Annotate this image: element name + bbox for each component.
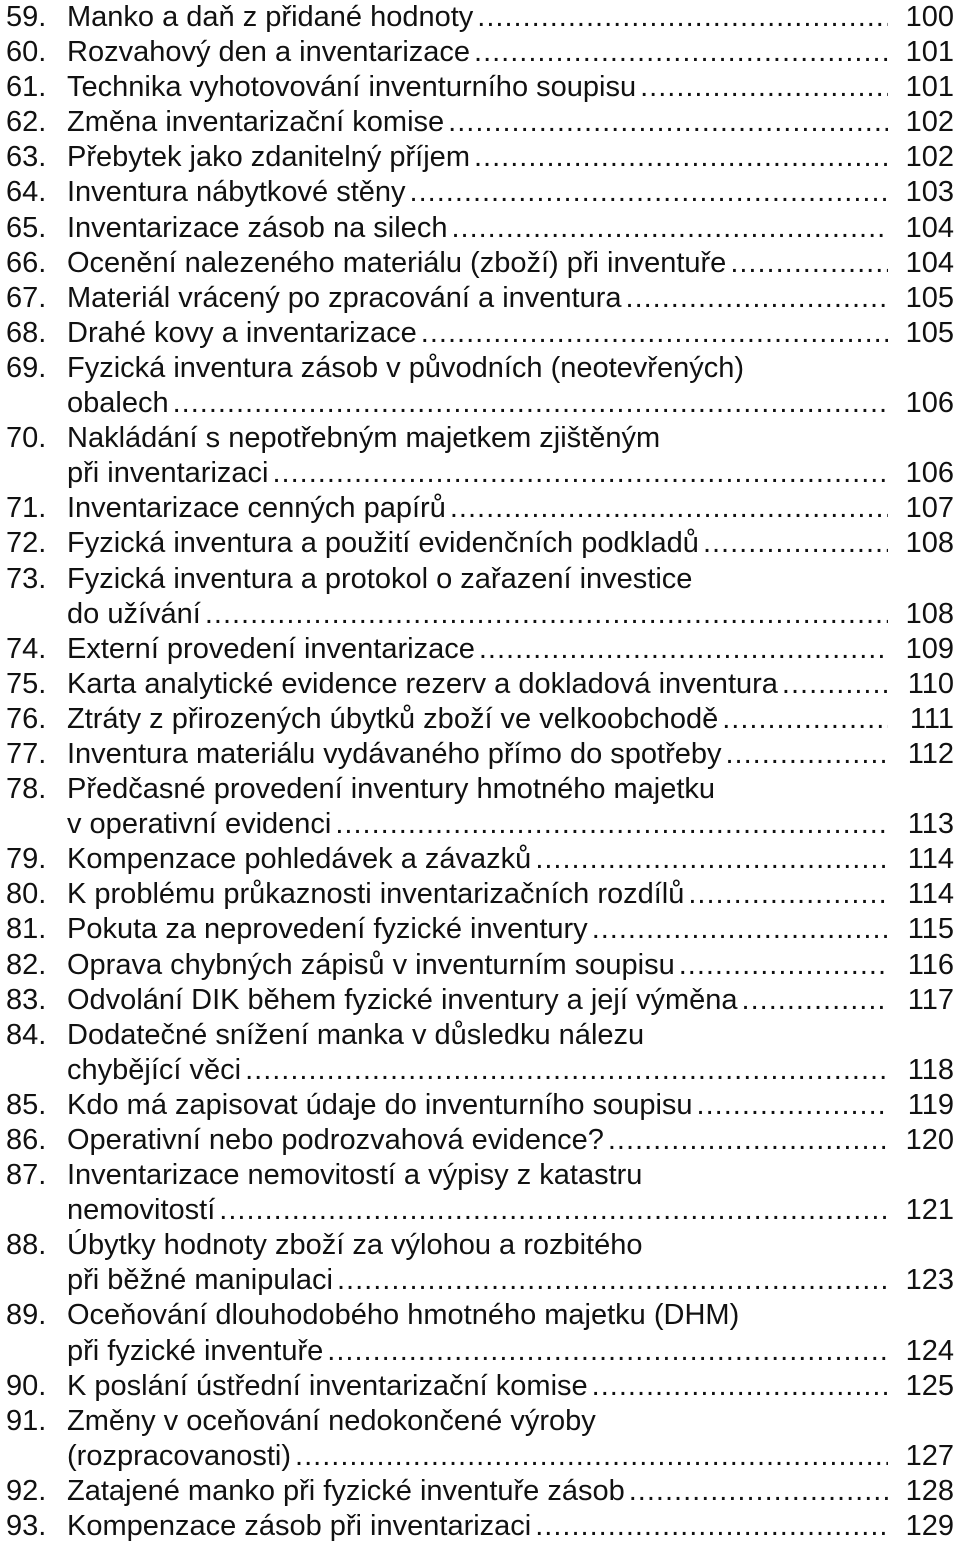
dot-leader bbox=[782, 667, 888, 702]
toc-entry[interactable] bbox=[0, 667, 960, 702]
toc-entry-line bbox=[0, 1018, 960, 1053]
toc-entry-title: Předčasné provedení inventury hmotného majetku bbox=[67, 773, 716, 806]
dot-leader bbox=[626, 281, 888, 316]
toc-entry-number: 60. bbox=[6, 36, 47, 69]
toc-entry[interactable] bbox=[0, 1088, 960, 1123]
toc-entry[interactable] bbox=[0, 526, 960, 561]
toc-entry-title: Pokuta za neprovedení fyzické inventury bbox=[67, 913, 588, 946]
toc-entry-page-number: 108 bbox=[905, 527, 954, 560]
toc-entry-page-number: 100 bbox=[905, 1, 954, 33]
toc-entry-page-number: 129 bbox=[905, 1510, 954, 1543]
toc-entry-title: Technika vyhotovování inventurního soupisu bbox=[67, 71, 637, 104]
toc-entry-page-number: 105 bbox=[905, 316, 954, 349]
toc-entry-leader-row bbox=[67, 1193, 960, 1228]
toc-entry-page-number: 106 bbox=[905, 387, 954, 420]
toc-entry-leader-row bbox=[67, 105, 960, 140]
toc-entry-leader-row bbox=[67, 702, 960, 737]
toc-entry-page-number: 106 bbox=[905, 457, 954, 490]
toc-entry-line bbox=[0, 948, 960, 983]
dot-leader bbox=[722, 702, 888, 737]
toc-entry-number: 77. bbox=[6, 737, 47, 770]
toc-entry-line bbox=[0, 1474, 960, 1509]
toc-entry-number: 90. bbox=[6, 1369, 47, 1402]
toc-entry-number: 92. bbox=[6, 1474, 47, 1507]
toc-entry-page-number: 112 bbox=[907, 737, 954, 770]
dot-leader bbox=[295, 1439, 888, 1474]
toc-entry[interactable] bbox=[0, 1298, 960, 1368]
toc-entry-line bbox=[0, 140, 960, 175]
dot-leader bbox=[245, 1053, 888, 1088]
toc-entry-title: Dodatečné snížení manka v důsledku nálezu bbox=[67, 1018, 645, 1051]
toc-entry-title: Ocenění nalezeného materiálu (zboží) při inventuře bbox=[67, 246, 727, 279]
toc-entry-page-number: 121 bbox=[905, 1194, 954, 1227]
toc-entry-line bbox=[0, 211, 960, 246]
toc-entry-leader-row bbox=[67, 842, 960, 877]
toc-entry-line bbox=[0, 1298, 960, 1333]
toc-entry-number: 79. bbox=[6, 843, 47, 876]
toc-entry-page-number: 104 bbox=[905, 211, 954, 244]
toc-entry-leader-row bbox=[67, 1369, 960, 1404]
toc-entry[interactable] bbox=[0, 562, 960, 632]
toc-entry-leader-row bbox=[67, 1088, 960, 1123]
toc-entry-title: při fyzické inventuře bbox=[67, 1334, 324, 1367]
toc-entry[interactable] bbox=[0, 702, 960, 737]
toc-entry-line bbox=[0, 421, 960, 456]
toc-entry[interactable] bbox=[0, 912, 960, 947]
toc-entry-number: 91. bbox=[6, 1404, 47, 1437]
toc-entry-title: Fyzická inventura a použití evidenčních podkladů bbox=[67, 527, 699, 560]
toc-entry[interactable] bbox=[0, 983, 960, 1018]
toc-entry[interactable] bbox=[0, 1018, 960, 1088]
toc-entry[interactable] bbox=[0, 1158, 960, 1228]
toc-entry-line bbox=[0, 597, 960, 632]
toc-entry-title: Kdo má zapisovat údaje do inventurního soupisu bbox=[67, 1088, 693, 1121]
toc-entry-line bbox=[0, 842, 960, 877]
dot-leader bbox=[451, 211, 888, 246]
toc-entry-title: Inventarizace cenných papírů bbox=[67, 492, 446, 525]
toc-entry[interactable] bbox=[0, 351, 960, 421]
toc-entry[interactable] bbox=[0, 0, 960, 35]
toc-entry-page-number: 123 bbox=[905, 1264, 954, 1297]
toc-entry-line bbox=[0, 632, 960, 667]
toc-entry-line bbox=[0, 526, 960, 561]
toc-entry-page-number: 110 bbox=[907, 667, 954, 700]
toc-entry-leader-row bbox=[67, 211, 960, 246]
dot-leader bbox=[219, 1193, 888, 1228]
toc-entry-title: Materiál vrácený po zpracování a inventura bbox=[67, 281, 622, 314]
toc-entry-line bbox=[0, 386, 960, 421]
toc-entry-leader-row bbox=[67, 983, 960, 1018]
toc-entry-title: Oprava chybných zápisů v inventurním soupisu bbox=[67, 948, 675, 981]
toc-entry-line bbox=[0, 1158, 960, 1193]
toc-entry-title: Odvolání DIK během fyzické inventury a její výměna bbox=[67, 983, 738, 1016]
toc-entry-line bbox=[0, 1263, 960, 1298]
toc-entry-title: Rozvahový den a inventarizace bbox=[67, 36, 471, 69]
toc-entry-line bbox=[0, 702, 960, 737]
toc-entry-page-number: 114 bbox=[907, 843, 954, 876]
toc-entry-number: 71. bbox=[6, 492, 47, 525]
toc-entry-leader-row bbox=[67, 912, 960, 947]
toc-entry[interactable] bbox=[0, 105, 960, 140]
toc-entry-title: Inventura nábytkové stěny bbox=[67, 176, 406, 209]
toc-entry-title: Inventura materiálu vydávaného přímo do spotřeby bbox=[67, 737, 722, 770]
toc-entry-page-number: 105 bbox=[905, 281, 954, 314]
dot-leader bbox=[335, 807, 888, 842]
toc-entry-line bbox=[0, 1228, 960, 1263]
dot-leader bbox=[703, 526, 888, 561]
toc-entry-title: Zatajené manko při fyzické inventuře zásob bbox=[67, 1474, 625, 1507]
toc-entry-title: Karta analytické evidence rezerv a dokladová inventura bbox=[67, 667, 778, 700]
toc-entry-title: Změny v oceňování nedokončené výroby bbox=[67, 1404, 596, 1437]
toc-entry-page-number: 119 bbox=[907, 1088, 954, 1121]
dot-leader bbox=[173, 386, 888, 421]
toc-entry-number: 59. bbox=[6, 1, 47, 33]
toc-entry-page-number: 113 bbox=[907, 808, 954, 841]
toc-entry-number: 69. bbox=[6, 351, 47, 384]
toc-entry-title: K poslání ústřední inventarizační komise bbox=[67, 1369, 588, 1402]
toc-entry-line bbox=[0, 1369, 960, 1404]
toc-entry[interactable] bbox=[0, 1509, 960, 1544]
dot-leader bbox=[448, 105, 888, 140]
toc-entry-leader-row bbox=[67, 1474, 960, 1509]
toc-entry-leader-row bbox=[67, 1439, 960, 1474]
dot-leader bbox=[730, 246, 888, 281]
toc-entry-title: (rozpracovanosti) bbox=[67, 1439, 292, 1472]
toc-entry-title: Operativní nebo podrozvahová evidence? bbox=[67, 1124, 604, 1156]
toc-entry-line bbox=[0, 1088, 960, 1123]
toc-entry-title: chybějící věci bbox=[67, 1053, 242, 1086]
toc-entry-page-number: 102 bbox=[905, 141, 954, 174]
toc-entry-leader-row bbox=[67, 807, 960, 842]
toc-entry-line bbox=[0, 1439, 960, 1474]
toc-entry-leader-row bbox=[67, 667, 960, 702]
toc-entry-title: Přebytek jako zdanitelný příjem bbox=[67, 141, 470, 174]
dot-leader bbox=[688, 877, 888, 912]
dot-leader bbox=[410, 175, 888, 210]
toc-entry-number: 70. bbox=[6, 422, 47, 455]
toc-entry-title: Úbytky hodnoty zboží za výlohou a rozbitého bbox=[67, 1229, 643, 1262]
toc-entry-number: 80. bbox=[6, 878, 47, 911]
toc-entry-number: 85. bbox=[6, 1088, 47, 1121]
dot-leader bbox=[272, 456, 888, 491]
dot-leader bbox=[474, 140, 888, 175]
toc-entry-line bbox=[0, 877, 960, 912]
toc-entry-title: do užívání bbox=[67, 597, 201, 630]
toc-entry-line bbox=[0, 246, 960, 281]
toc-entry-number: 73. bbox=[6, 562, 47, 595]
toc-entry-title: K problému průkaznosti inventarizačních rozdílů bbox=[67, 878, 685, 911]
toc-entry-leader-row bbox=[67, 1509, 960, 1544]
toc-entry-leader-row bbox=[67, 737, 960, 772]
toc-entry-leader-row bbox=[67, 35, 960, 70]
toc-entry-leader-row bbox=[67, 0, 960, 35]
dot-leader bbox=[421, 316, 888, 351]
toc-entry-line bbox=[0, 1123, 960, 1158]
dot-leader bbox=[629, 1474, 888, 1509]
toc-entry-page-number: 111 bbox=[909, 702, 954, 735]
toc-entry-leader-row bbox=[67, 70, 960, 105]
toc-entry-number: 68. bbox=[6, 316, 47, 349]
toc-entry-leader-row bbox=[67, 456, 960, 491]
toc-entry-number: 86. bbox=[6, 1124, 47, 1156]
toc-entry-line bbox=[0, 1509, 960, 1544]
toc-entry-line bbox=[0, 983, 960, 1018]
toc-entry-title: Změna inventarizační komise bbox=[67, 106, 445, 139]
toc-entry-number: 65. bbox=[6, 211, 47, 244]
toc-entry[interactable] bbox=[0, 246, 960, 281]
toc-entry[interactable] bbox=[0, 632, 960, 667]
toc-entry[interactable] bbox=[0, 1404, 960, 1474]
toc-entry-number: 67. bbox=[6, 281, 47, 314]
toc-entry[interactable] bbox=[0, 421, 960, 491]
toc-entry-line bbox=[0, 1404, 960, 1439]
toc-entry-page-number: 108 bbox=[905, 597, 954, 630]
dot-leader bbox=[640, 70, 888, 105]
toc-entry[interactable] bbox=[0, 70, 960, 105]
dot-leader bbox=[725, 737, 888, 772]
toc-entry-title: při inventarizaci bbox=[67, 457, 269, 490]
toc-entry-page-number: 103 bbox=[905, 176, 954, 209]
toc-entry-number: 76. bbox=[6, 702, 47, 735]
toc-entry-line bbox=[0, 772, 960, 807]
toc-entry-leader-row bbox=[67, 175, 960, 210]
dot-leader bbox=[697, 1088, 888, 1123]
toc-entry-line bbox=[0, 667, 960, 702]
toc-entry-number: 84. bbox=[6, 1018, 47, 1051]
toc-entry-title: Ztráty z přirozených úbytků zboží ve velkoobchodě bbox=[67, 702, 719, 735]
toc-entry-leader-row bbox=[67, 1263, 960, 1298]
toc-entry-line bbox=[0, 0, 960, 35]
toc-entry[interactable] bbox=[0, 316, 960, 351]
toc-entry-line bbox=[0, 70, 960, 105]
toc-entry-page-number: 117 bbox=[907, 983, 954, 1016]
toc-entry-number: 61. bbox=[6, 71, 47, 104]
toc-entry[interactable] bbox=[0, 281, 960, 316]
toc-entry-title: při běžné manipulaci bbox=[67, 1264, 333, 1297]
toc-entry-leader-row bbox=[67, 491, 960, 526]
dot-leader bbox=[450, 491, 888, 526]
toc-entry-title: Inventarizace zásob na silech bbox=[67, 211, 448, 244]
toc-entry-leader-row bbox=[67, 386, 960, 421]
toc-entry-number: 75. bbox=[6, 667, 47, 700]
toc-entry-leader-row bbox=[67, 948, 960, 983]
toc-entry[interactable] bbox=[0, 1474, 960, 1509]
toc-entry-line bbox=[0, 316, 960, 351]
toc-entry-number: 87. bbox=[6, 1159, 47, 1192]
toc-entry-title: Kompenzace pohledávek a závazků bbox=[67, 843, 532, 876]
toc-entry-page-number: 125 bbox=[905, 1369, 954, 1402]
toc-entry-line bbox=[0, 912, 960, 947]
toc-entry[interactable] bbox=[0, 491, 960, 526]
toc-entry-leader-row bbox=[67, 632, 960, 667]
dot-leader bbox=[592, 912, 888, 947]
toc-entry-number: 62. bbox=[6, 106, 47, 139]
toc-entry-number: 93. bbox=[6, 1510, 47, 1543]
dot-leader bbox=[327, 1334, 888, 1369]
toc-entry-page-number: 107 bbox=[905, 492, 954, 525]
toc-entry-title: obalech bbox=[67, 387, 169, 420]
dot-leader bbox=[742, 983, 888, 1018]
dot-leader bbox=[535, 842, 888, 877]
dot-leader bbox=[337, 1263, 888, 1298]
toc-entry-leader-row bbox=[67, 140, 960, 175]
toc-entry-number: 82. bbox=[6, 948, 47, 981]
toc-entry-line bbox=[0, 105, 960, 140]
toc-entry[interactable] bbox=[0, 737, 960, 772]
toc-entry-leader-row bbox=[67, 1053, 960, 1088]
toc-entry-title: Fyzická inventura a protokol o zařazení investice bbox=[67, 562, 693, 595]
toc-entry-line bbox=[0, 35, 960, 70]
toc-entry-title: Manko a daň z přidané hodnoty bbox=[67, 1, 474, 33]
toc-entry-line bbox=[0, 562, 960, 597]
toc-entry[interactable] bbox=[0, 211, 960, 246]
toc-entry-page-number: 120 bbox=[905, 1124, 954, 1156]
toc-entry-line bbox=[0, 456, 960, 491]
toc-entry-page-number: 115 bbox=[907, 913, 954, 946]
toc-entry-line bbox=[0, 351, 960, 386]
toc-entry[interactable] bbox=[0, 877, 960, 912]
toc-entry-page-number: 118 bbox=[907, 1053, 954, 1086]
dot-leader bbox=[474, 35, 888, 70]
toc-entry-page-number: 104 bbox=[905, 246, 954, 279]
toc-entry-page-number: 109 bbox=[905, 632, 954, 665]
toc-entry-title: Externí provedení inventarizace bbox=[67, 632, 475, 665]
toc-entry-line bbox=[0, 491, 960, 526]
dot-leader bbox=[592, 1369, 888, 1404]
toc-entry-page-number: 124 bbox=[905, 1334, 954, 1367]
toc-entry-number: 78. bbox=[6, 773, 47, 806]
toc-entry-page-number: 101 bbox=[905, 36, 954, 69]
toc-entry-number: 83. bbox=[6, 983, 47, 1016]
toc-entry-number: 63. bbox=[6, 141, 47, 174]
toc-entry-line bbox=[0, 1193, 960, 1228]
toc-entry-line bbox=[0, 1334, 960, 1369]
toc-entry-number: 89. bbox=[6, 1299, 47, 1332]
dot-leader bbox=[535, 1509, 888, 1544]
dot-leader bbox=[608, 1123, 888, 1158]
toc-entry-page-number: 116 bbox=[907, 948, 954, 981]
toc-entry-number: 64. bbox=[6, 176, 47, 209]
toc-entry-leader-row bbox=[67, 281, 960, 316]
toc-entry-leader-row bbox=[67, 526, 960, 561]
toc-entry-line bbox=[0, 1053, 960, 1088]
toc-entry[interactable] bbox=[0, 1228, 960, 1298]
dot-leader bbox=[679, 948, 888, 983]
dot-leader bbox=[479, 632, 888, 667]
toc-entry[interactable] bbox=[0, 1369, 960, 1404]
toc-entry-page-number: 102 bbox=[905, 106, 954, 139]
toc-entry-leader-row bbox=[67, 1123, 960, 1158]
toc-entry-page-number: 114 bbox=[907, 878, 954, 911]
toc-entry-number: 66. bbox=[6, 246, 47, 279]
toc-entry-leader-row bbox=[67, 1334, 960, 1369]
toc-entry-title: nemovitostí bbox=[67, 1194, 216, 1227]
toc-entry-title: v operativní evidenci bbox=[67, 808, 332, 841]
toc-entry-number: 88. bbox=[6, 1229, 47, 1262]
toc-entry[interactable] bbox=[0, 35, 960, 70]
toc-entry-number: 74. bbox=[6, 632, 47, 665]
toc-entry[interactable] bbox=[0, 140, 960, 175]
toc-entry[interactable] bbox=[0, 772, 960, 842]
toc-entry-line bbox=[0, 737, 960, 772]
toc-entry-page-number: 127 bbox=[905, 1439, 954, 1472]
toc-entry-number: 81. bbox=[6, 913, 47, 946]
toc-entry-title: Oceňování dlouhodobého hmotného majetku (DHM) bbox=[67, 1299, 740, 1332]
toc-entry[interactable] bbox=[0, 1123, 960, 1158]
toc-entry-line bbox=[0, 281, 960, 316]
toc-entry-page-number: 101 bbox=[905, 71, 954, 104]
dot-leader bbox=[477, 0, 888, 35]
toc-entry-line bbox=[0, 807, 960, 842]
toc-entry-leader-row bbox=[67, 877, 960, 912]
toc-entry-title: Inventarizace nemovitostí a výpisy z katastru bbox=[67, 1159, 643, 1192]
toc-entry[interactable] bbox=[0, 948, 960, 983]
toc-entry-line bbox=[0, 175, 960, 210]
toc-entry-leader-row bbox=[67, 597, 960, 632]
toc-entry-leader-row bbox=[67, 316, 960, 351]
toc-entry-number: 72. bbox=[6, 527, 47, 560]
toc-entry-title: Kompenzace zásob při inventarizaci bbox=[67, 1510, 532, 1543]
toc-entry-title: Drahé kovy a inventarizace bbox=[67, 316, 417, 349]
dot-leader bbox=[205, 597, 888, 632]
toc-entry[interactable] bbox=[0, 842, 960, 877]
toc-entry[interactable] bbox=[0, 175, 960, 210]
toc-entry-title: Nakládání s nepotřebným majetkem zjištěným bbox=[67, 422, 661, 455]
toc-entry-title: Fyzická inventura zásob v původních (neotevřených) bbox=[67, 351, 745, 384]
toc-entry-page-number: 128 bbox=[905, 1474, 954, 1507]
toc-entry-leader-row bbox=[67, 246, 960, 281]
